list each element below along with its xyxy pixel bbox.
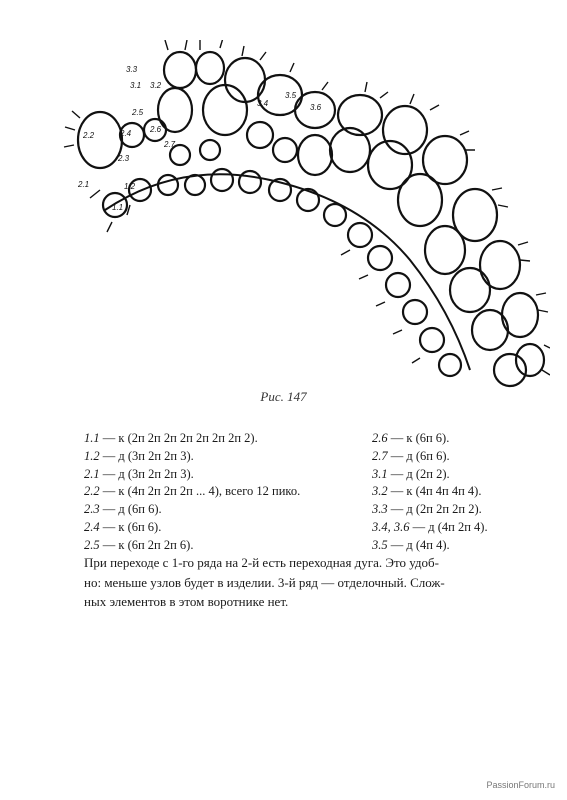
legend-row: 3.1 — д (2п 2).	[372, 466, 450, 481]
legend-row: 1.1 — к (2п 2п 2п 2п 2п 2п 2п 2).	[84, 431, 258, 445]
label-3-3: 3.3	[126, 65, 138, 74]
legend-row: 2.4 — к (6п 6).	[84, 519, 162, 534]
inner-arc-rings	[103, 169, 470, 376]
label-3-4: 3.4	[257, 99, 269, 108]
legend-left-column	[84, 430, 300, 555]
legend-row: 2.5 — к (6п 2п 2п 6).	[84, 537, 194, 552]
legend-row: 2.7 — д (6п 6).	[372, 448, 450, 463]
legend-right-column	[372, 430, 488, 555]
watermark: PassionForum.ru	[486, 780, 555, 790]
label-3-1: 3.1	[130, 81, 142, 90]
outer-row-rings	[164, 52, 544, 376]
label-1-2: 1.2	[124, 182, 136, 191]
label-1-1: 1.1	[112, 203, 124, 212]
legend-row: 2.3 — д (6п 6).	[84, 502, 162, 517]
label-3-6: 3.6	[310, 103, 322, 112]
body-paragraph	[84, 553, 514, 612]
legend-row: 3.4, 3.6 — д (4п 2п 4).	[372, 519, 488, 534]
picot-ticks	[64, 40, 550, 375]
label-2-5: 2.5	[132, 108, 144, 117]
paragraph-line: но: меньше узлов будет в изделии. 3-й ряд — отделочный. Слож-	[84, 574, 445, 590]
lace-collar-diagram	[60, 40, 550, 390]
label-2-7: 2.7	[164, 140, 176, 149]
label-2-2: 2.2	[83, 131, 95, 140]
label-2-4: 2.4	[120, 129, 132, 138]
label-2-3: 2.3	[118, 154, 130, 163]
legend-row: 2.6 — к (6п 6).	[372, 431, 450, 445]
legend-row: 1.2 — д (3п 2п 2п 3).	[84, 448, 194, 463]
label-2-6: 2.6	[150, 125, 162, 134]
legend-row: 3.5 — д (4п 4).	[372, 537, 450, 552]
label-2-1: 2.1	[78, 180, 90, 189]
legend-row: 3.3 — д (2п 2п 2п 2).	[372, 502, 482, 517]
legend-row: 2.2 — к (4п 2п 2п 2п ... 4), всего 12 пико.	[84, 484, 301, 499]
paragraph-line: ных элементов в этом воротнике нет.	[84, 594, 289, 609]
legend-row: 3.2 — к (4п 4п 4п 4).	[372, 484, 482, 499]
label-3-2: 3.2	[150, 81, 162, 90]
figure-caption: Рис. 147	[260, 389, 307, 404]
paragraph-line: При переходе с 1-го ряда на 2-й есть переходная дуга. Это удоб-	[84, 555, 439, 570]
label-3-5: 3.5	[285, 91, 297, 100]
legend-row: 2.1 — д (3п 2п 2п 3).	[84, 466, 194, 481]
